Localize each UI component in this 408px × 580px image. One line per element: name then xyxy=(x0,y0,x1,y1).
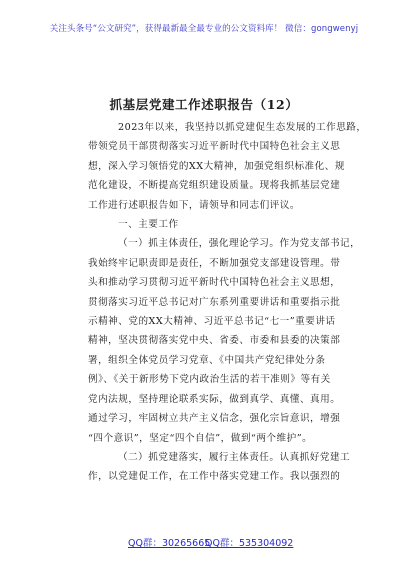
text-line: 例》、《关于新形势下党内政治生活的若干准则》等有关 xyxy=(88,374,331,386)
text-line: 精神，坚决贯彻落实党中央、省委、市委和县委的决策部 xyxy=(88,335,341,347)
qq-group-link-2[interactable]: QQ群：535304092 xyxy=(205,538,294,549)
text-line: “四个意识”，坚定“四个自信”，做到“两个维护”。 xyxy=(88,432,313,444)
text-line: 头和推动学习贯彻习近平新时代中国特色社会主义思想， xyxy=(88,277,341,289)
document-body xyxy=(88,118,367,487)
text-line: 范化建设，不断提高党组织建设质量。现将我抓基层党建 xyxy=(88,180,341,192)
text-line: （一）抓主体责任，强化理论学习。作为党支部书记， xyxy=(118,238,361,250)
text-line: 我始终牢记职责即是责任，不断加强党支部建设管理。带 xyxy=(88,257,341,269)
text-line: 2023年以来，我坚持以抓党建促生态发展的工作思路， xyxy=(118,122,367,133)
document-title: 抓基层党建工作述职报告（12） xyxy=(109,97,299,112)
text-line: 作，以党建促工作，在工作中落实党建工作。我以强烈的 xyxy=(88,471,341,483)
text-line: 署，组织全体党员学习党章、《中国共产党纪律处分条 xyxy=(88,354,326,366)
text-line: （二）抓党建落实，履行主体责任。认真抓好党建工 xyxy=(118,451,351,463)
section-heading: 一、主要工作 xyxy=(118,219,179,231)
text-line: 贯彻落实习近平总书记对广东系列重要讲话和重要指示批 xyxy=(88,296,341,308)
text-line: 示精神、党的XX大精神、习近平总书记“七一”重要讲话 xyxy=(88,316,336,328)
header-banner: 关注头条号“公文研究”，获得最新最全最专业的公文资料库！ 微信：gongwenyj xyxy=(49,24,359,34)
text-line: 通过学习，牢固树立共产主义信念，强化宗旨意识，增强 xyxy=(88,413,341,425)
qq-group-link-1[interactable]: QQ群：30265665 xyxy=(128,538,211,549)
text-line: 想，深入学习领悟党的XX大精神，加强党组织标准化、规 xyxy=(88,160,345,172)
text-line: 党内法规，坚持理论联系实际，做到真学、真懂、真用。 xyxy=(88,393,341,405)
text-line: 带领党员干部贯彻落实习近平新时代中国特色社会主义思 xyxy=(88,141,341,153)
text-line: 工作进行述职报告如下，请领导和同志们评议。 xyxy=(88,199,300,211)
